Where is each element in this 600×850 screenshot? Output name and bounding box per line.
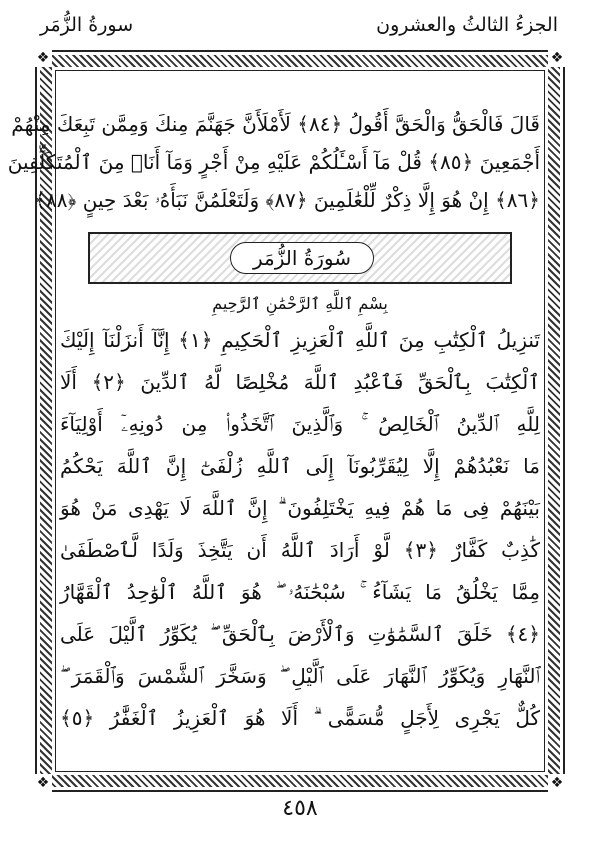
page-number: ٤٥٨ — [282, 796, 318, 821]
verse-line: بَيْنَهُمْ فِى مَا هُمْ فِيهِ يَخْتَلِفُونَ ۗ إِنَّ ٱللَّهَ لَا يَهْدِى مَنْ هُوَ — [60, 496, 540, 520]
verse-line: مِمَّا يَخْلُقُ مَا يَشَآءُ ۚ سُبْحَٰنَهُۥ ۖ هُوَ ٱللَّهُ ٱلْوَٰحِدُ ٱلْقَهَّارُ — [60, 580, 540, 604]
verse-line: كَٰذِبٌ كَفَّارٌ ﴿٣﴾ لَّوْ أَرَادَ ٱللَّهُ أَن يَتَّخِذَ وَلَدًا لَّٱصْطَفَىٰ — [60, 538, 541, 562]
corner-ornament-icon: ❖ — [34, 774, 52, 792]
verse-line: ﴿٨٦﴾ إِنْ هُوَ إِلَّا ذِكْرٌ لِّلْعَٰلَمِينَ ﴿٨٧﴾ وَلَتَعْلَمُنَّ نَبَأَهُۥ بَعْدَ حِينٍ ﴿٨٨﴾ — [34, 188, 540, 212]
surah-header: سورةُ الزُّمَر — [40, 14, 134, 36]
verse-line: تَنزِيلُ ٱلْكِتَٰبِ مِنَ ٱللَّهِ ٱلْعَزِيزِ ٱلْحَكِيمِ ﴿١﴾ إِنَّآ أَنزَلْنَآ إِلَيْكَ — [60, 328, 540, 352]
corner-ornament-icon: ❖ — [548, 49, 566, 67]
surah-title-banner — [88, 232, 512, 284]
verse-line: ﴿٤﴾ خَلَقَ ٱلسَّمَٰوَٰتِ وَٱلْأَرْضَ بِٱلْحَقِّ ۖ يُكَوِّرُ ٱلَّيْلَ عَلَى — [60, 622, 540, 646]
verse-line: قَالَ فَالْحَقُّ وَالْحَقَّ أَقُولُ ﴿٨٤﴾ لَأَمْلَأَنَّ جَهَنَّمَ مِنكَ وَمِمَّن تَبِعَكَ مِنْهُمْ — [11, 112, 540, 136]
juz-header: الجزءُ الثالثُ والعشرون — [376, 14, 558, 36]
basmala: بِسْمِ ٱللَّهِ ٱلرَّحْمَٰنِ ٱلرَّحِيمِ — [212, 294, 388, 313]
verse-line: ٱلْكِتَٰبَ بِٱلْحَقِّ فَٱعْبُدِ ٱللَّهَ مُخْلِصًا لَّهُ ٱلدِّينَ ﴿٢﴾ أَلَا — [60, 370, 540, 394]
verse-line: مَا نَعْبُدُهُمْ إِلَّا لِيُقَرِّبُونَآ إِلَى ٱللَّهِ زُلْفَىٰٓ إِنَّ ٱللَّهَ يَحْكُمُ — [60, 454, 540, 478]
verse-line: أَجْمَعِينَ ﴿٨٥﴾ قُلْ مَآ أَسْـَٔلُكُمْ عَلَيْهِ مِنْ أَجْرٍ وَمَآ أَنَا۠ مِنَ ٱلْمُتَكَلِّفِينَ — [7, 150, 540, 174]
surah-title: سُورَةُ الزُّمَر — [230, 242, 374, 274]
corner-ornament-icon: ❖ — [548, 774, 566, 792]
corner-ornament-icon: ❖ — [34, 49, 52, 67]
verse-line: ٱلنَّهَارِ وَيُكَوِّرُ ٱلنَّهَارَ عَلَى ٱلَّيْلِ ۖ وَسَخَّرَ ٱلشَّمْسَ وَٱلْقَمَرَ ۖ — [60, 664, 540, 688]
verse-line: كُلٌّ يَجْرِى لِأَجَلٍ مُّسَمًّى ۗ أَلَا هُوَ ٱلْعَزِيزُ ٱلْغَفَّٰرُ ﴿٥﴾ — [60, 706, 540, 730]
verse-line: لِلَّهِ ٱلدِّينُ ٱلْخَالِصُ ۚ وَٱلَّذِينَ ٱتَّخَذُوا۟ مِن دُونِهِۦٓ أَوْلِيَآءَ — [60, 412, 540, 436]
